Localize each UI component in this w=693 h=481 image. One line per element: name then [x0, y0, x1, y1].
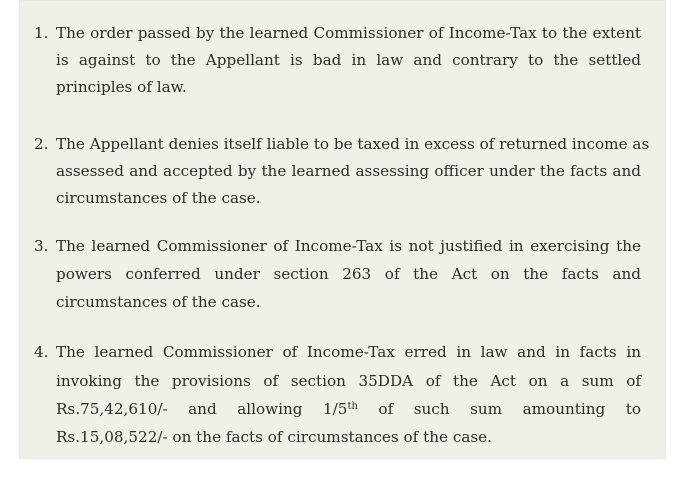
ground-3-line-3: circumstances of the case. — [56, 293, 261, 311]
ground-4-line-4: Rs.15,08,522/- on the facts of circumstances of the case. — [56, 428, 493, 446]
ground-1-line-1: The order passed by the learned Commissioner of Income-Tax to the extent — [56, 24, 641, 42]
ground-number: 3. — [34, 237, 49, 255]
ground-number: 2. — [34, 135, 49, 153]
ground-3-line-2: powers conferred under section 263 of the Act on the facts and — [56, 265, 641, 283]
amount-text-tail: of such sum amounting to — [357, 400, 641, 418]
ground-1-line-2: is against to the Appellant is bad in law and contrary to the settled — [56, 51, 641, 69]
ground-2-line-1: The Appellant denies itself liable to be taxed in excess of returned income as — [56, 135, 650, 153]
ground-4-line-2: invoking the provisions of section 35DDA of the Act on a sum of — [56, 372, 641, 390]
ground-number: 1. — [34, 24, 49, 42]
amount-text: Rs.75,42,610/- and allowing 1/5 — [56, 400, 348, 418]
page-margin — [0, 459, 693, 481]
superscript-th: th — [347, 401, 358, 412]
ground-number: 4. — [34, 343, 49, 361]
ground-4-line-1: The learned Commissioner of Income-Tax erred in law and in facts in — [56, 343, 641, 361]
scanned-page — [19, 0, 666, 459]
ground-3-line-1: The learned Commissioner of Income-Tax is not justified in exercising the — [56, 237, 641, 255]
ground-4-line-3 — [56, 396, 641, 422]
ground-2-line-3: circumstances of the case. — [56, 189, 261, 207]
ground-1-line-3: principles of law. — [56, 78, 187, 96]
ground-2-line-2: assessed and accepted by the learned assessing officer under the facts and — [56, 162, 641, 180]
